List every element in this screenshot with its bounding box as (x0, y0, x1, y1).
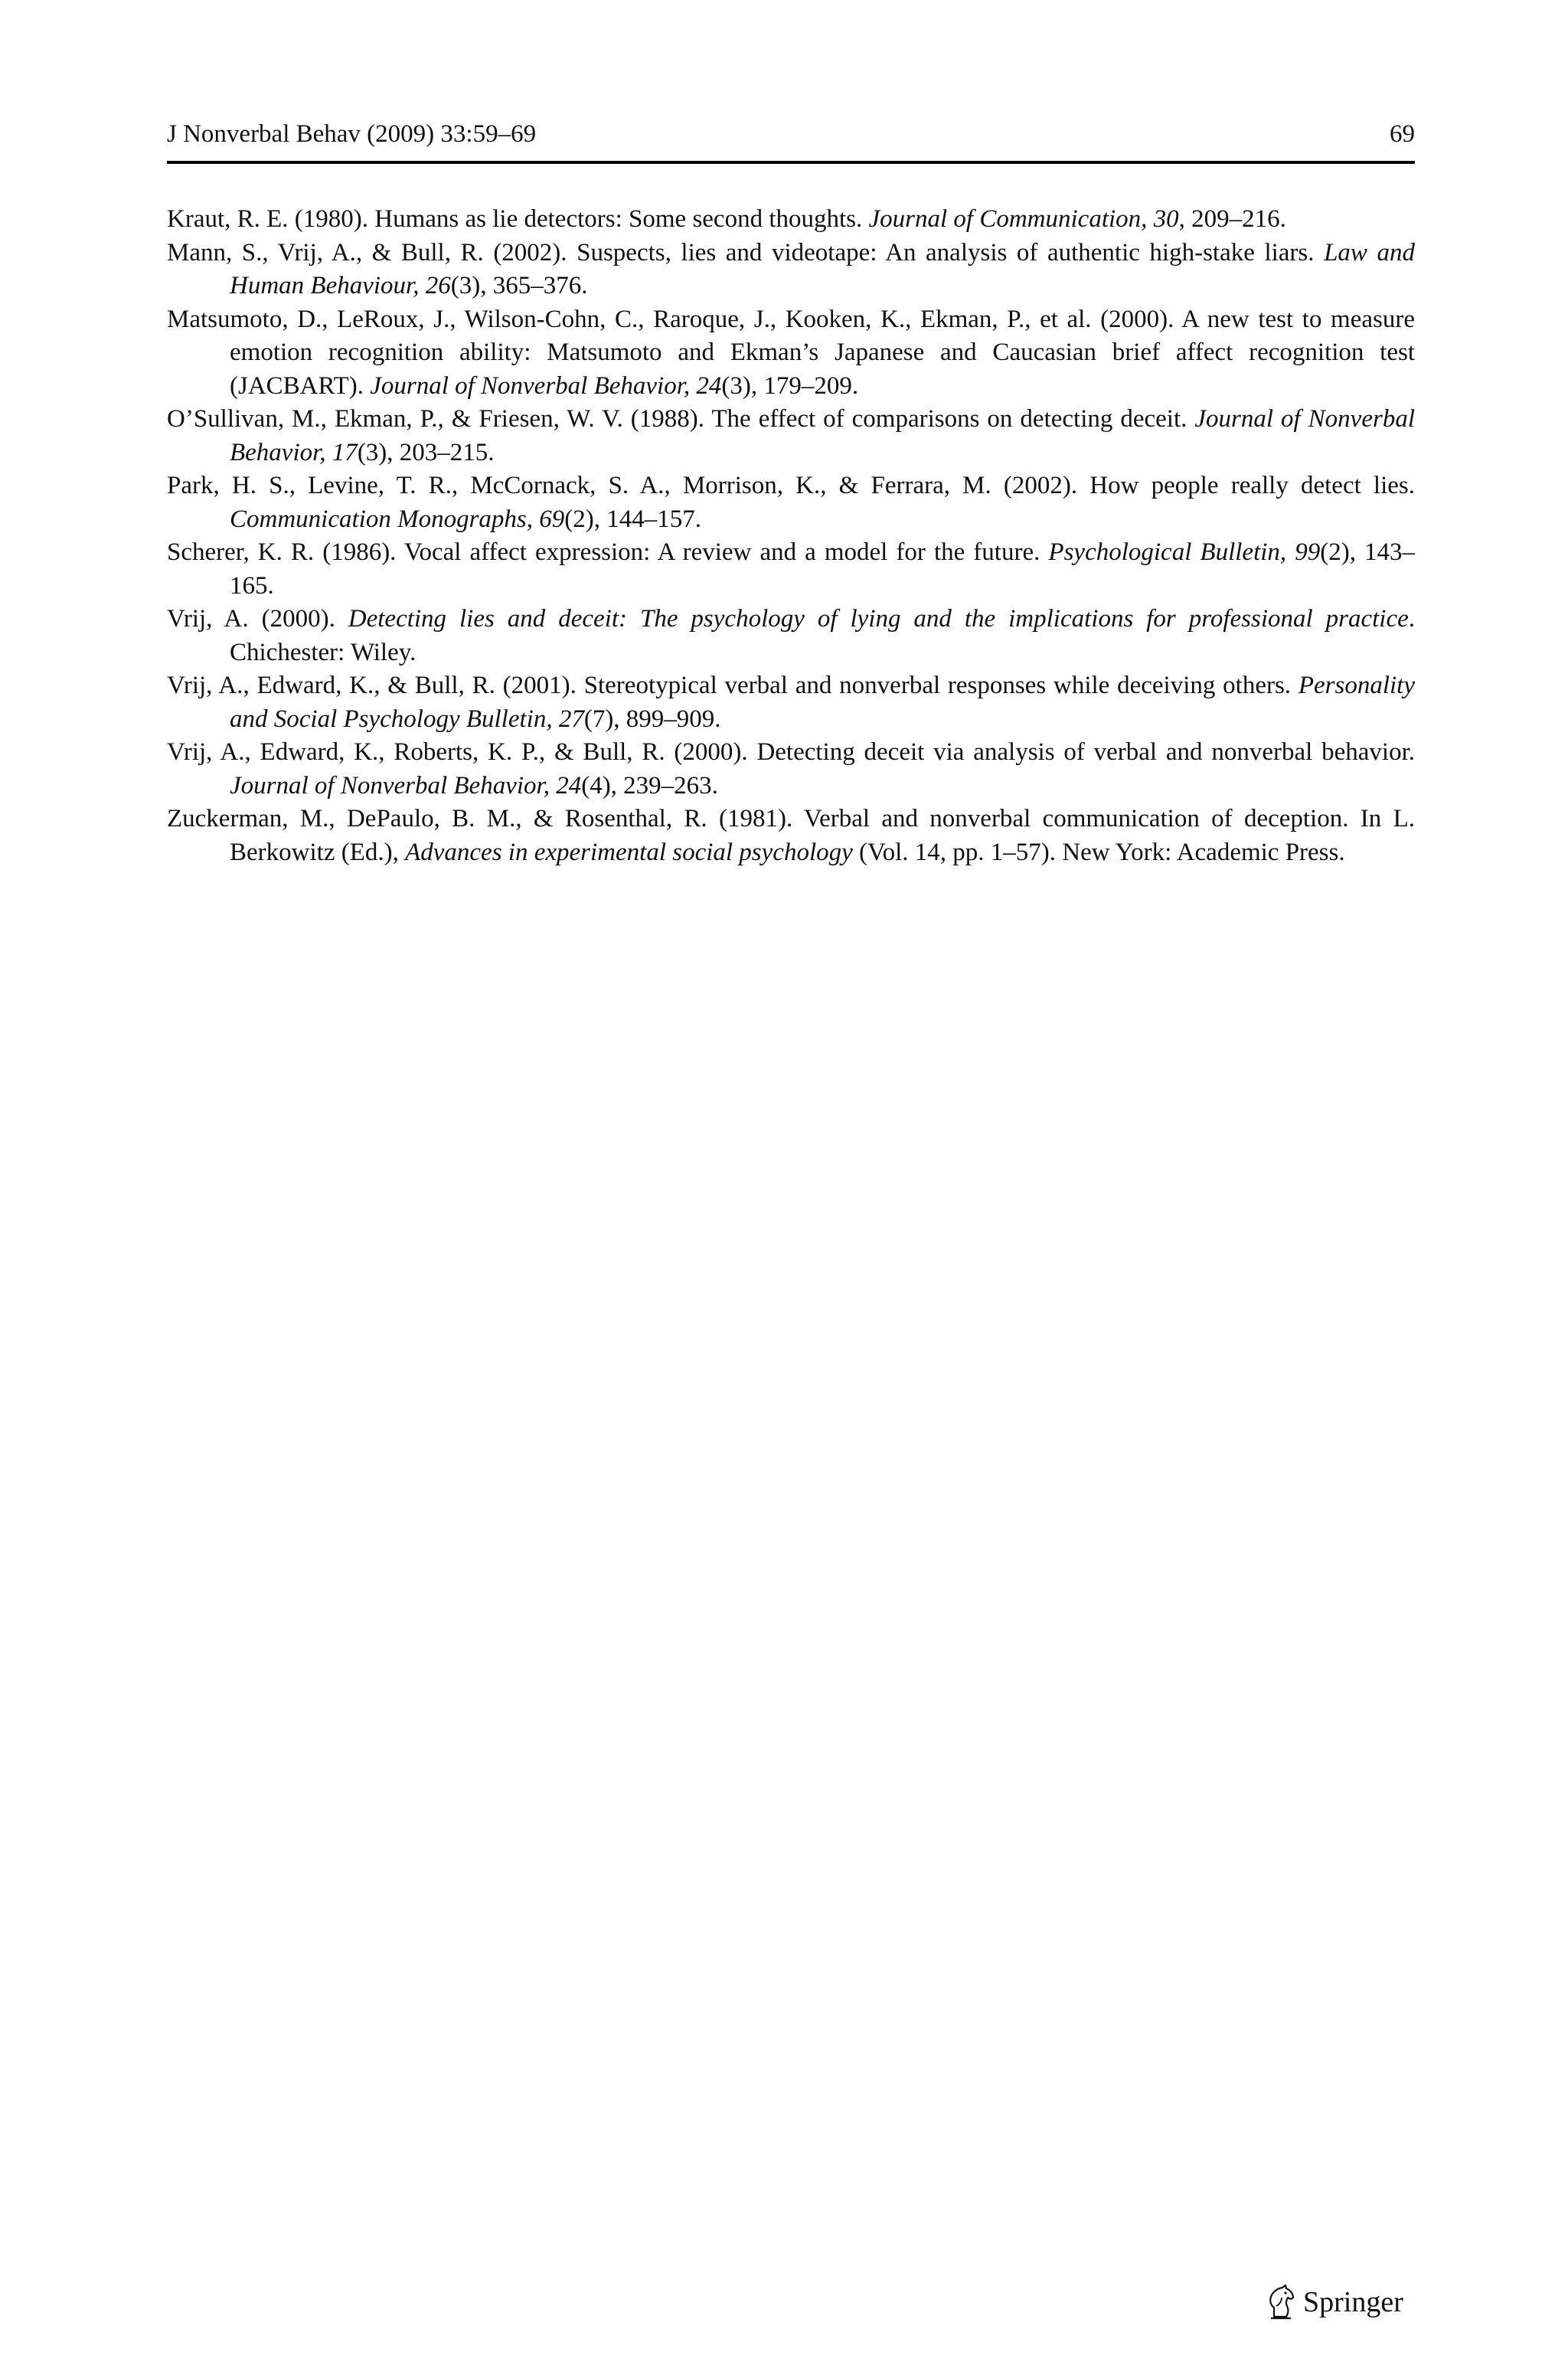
publisher-name: Springer (1303, 2286, 1403, 2318)
publisher-logo (1265, 2281, 1403, 2324)
reference-item: Vrij, A., Edward, K., Roberts, K. P., & Bull, R. (2000). Detecting deceit via analysis of verbal and nonverbal behavior. Journal of Nonverbal Behavior, 24(4), 239–263. (167, 738, 1415, 800)
header-rule (167, 161, 1415, 164)
running-head (167, 115, 1415, 153)
reference-item: Mann, S., Vrij, A., & Bull, R. (2002). Suspects, lies and videotape: An analysis of authentic high-stake liars. Law and Human Behaviour, 26(3), 365–376. (167, 238, 1415, 299)
reference-item: Zuckerman, M., DePaulo, B. M., & Rosenthal, R. (1981). Verbal and nonverbal communication of deception. In L. Berkowitz (Ed.), Advances in experimental social psychology (Vol. 14, pp. 1–57). New York: Academic Press. (167, 805, 1415, 866)
reference-list (167, 203, 1415, 869)
page-number: 69 (1390, 120, 1415, 148)
reference-item: Park, H. S., Levine, T. R., McCornack, S. A., Morrison, K., & Ferrara, M. (2002). How people really detect lies. Communication Monographs, 69(2), 144–157. (167, 472, 1415, 533)
reference-item: Scherer, K. R. (1986). Vocal affect expression: A review and a model for the future. Psychological Bulletin, 99(2), 143–165. (167, 538, 1416, 600)
springer-horse-icon (1265, 2285, 1297, 2320)
journal-citation: J Nonverbal Behav (2009) 33:59–69 (167, 120, 537, 148)
reference-item: Vrij, A., Edward, K., & Bull, R. (2001). Stereotypical verbal and nonverbal responses while deceiving others. Personality and Social Psychology Bulletin, 27(7), 899–909. (167, 672, 1415, 733)
reference-item: Matsumoto, D., LeRoux, J., Wilson-Cohn, C., Raroque, J., Kooken, K., Ekman, P., et al. (2000). A new test to measure emotion recognition ability: Matsumoto and Ekman’s Japanese and Caucasian brief affect recognition test (JACBART). Journal of Nonverbal Behavior, 24(3), 179–209. (167, 305, 1415, 400)
reference-item: Kraut, R. E. (1980). Humans as lie detectors: Some second thoughts. Journal of Communication, 30, 209–216. (167, 205, 1286, 233)
reference-item: O’Sullivan, M., Ekman, P., & Friesen, W. V. (1988). The effect of comparisons on detecting deceit. Journal of Nonverbal Behavior, 17(3), 203–215. (167, 405, 1415, 466)
reference-item: Vrij, A. (2000). Detecting lies and deceit: The psychology of lying and the implications for professional practice. Chichester: Wiley. (167, 605, 1415, 666)
